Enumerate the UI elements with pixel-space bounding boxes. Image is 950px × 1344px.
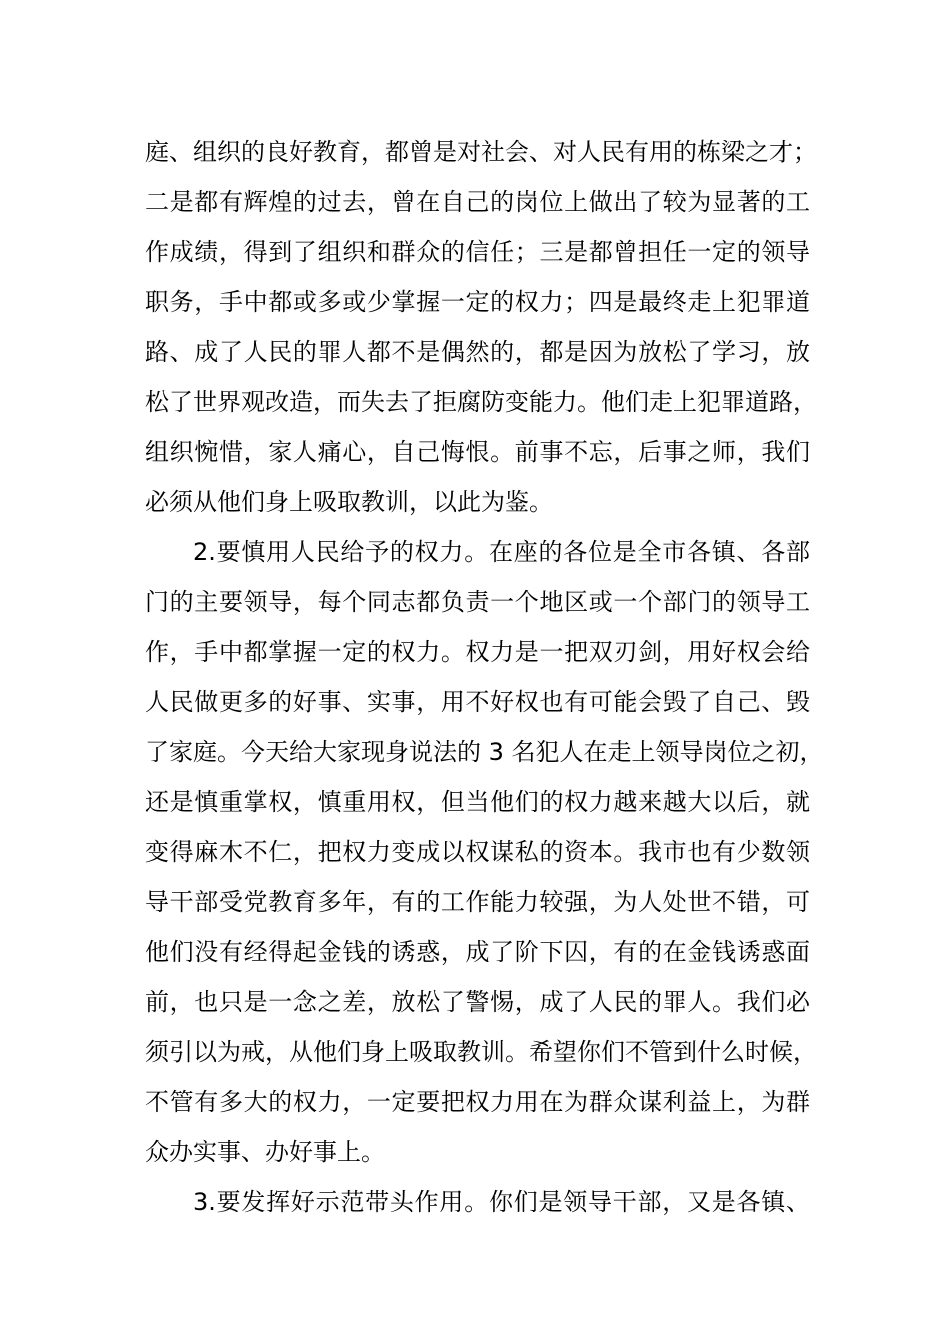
text-line: 作，手中都掌握一定的权力。权力是一把双刃剑，用好权会给 (145, 638, 810, 666)
text-line: 组织惋惜，家人痛心，自己悔恨。前事不忘，后事之师，我们 (145, 438, 810, 466)
paragraph-heading-line: 3.要发挥好示范带头作用。你们是领导干部，又是各镇、 (193, 1188, 810, 1216)
text-line: 职务，手中都或多或少掌握一定的权力；四是最终走上犯罪道 (145, 288, 810, 316)
text-line: 须引以为戒，从他们身上吸取教训。希望你们不管到什么时候， (145, 1038, 817, 1066)
body-text (145, 127, 824, 1227)
text-line: 路、成了人民的罪人都不是偶然的，都是因为放松了学习，放 (145, 338, 810, 366)
text-line: 变得麻木不仁，把权力变成以权谋私的资本。我市也有少数领 (145, 838, 810, 866)
text-line: 门的主要领导，每个同志都负责一个地区或一个部门的领导工 (145, 588, 810, 616)
text-line: 他们没有经得起金钱的诱惑，成了阶下囚，有的在金钱诱惑面 (145, 938, 810, 966)
text-line: 人民做更多的好事、实事，用不好权也有可能会毁了自己、毁 (145, 688, 810, 716)
text-line: 还是慎重掌权，慎重用权，但当他们的权力越来越大以后，就 (145, 788, 810, 816)
text-line: 作成绩，得到了组织和群众的信任；三是都曾担任一定的领导 (145, 238, 810, 266)
text-line: 导干部受党教育多年，有的工作能力较强，为人处世不错，可 (145, 888, 810, 916)
paragraph-heading-line: 2.要慎用人民给予的权力。在座的各位是全市各镇、各部 (193, 538, 810, 566)
text-line: 必须从他们身上吸取教训，以此为鉴。 (145, 488, 553, 516)
text-line: 庭、组织的良好教育，都曾是对社会、对人民有用的栋梁之才； (145, 138, 817, 166)
text-line: 了家庭。今天给大家现身说法的 3 名犯人在走上领导岗位之初， (145, 738, 824, 766)
text-line: 前，也只是一念之差，放松了警惕，成了人民的罪人。我们必 (145, 988, 810, 1016)
text-line: 众办实事、办好事上。 (145, 1138, 385, 1166)
text-line: 不管有多大的权力，一定要把权力用在为群众谋利益上，为群 (145, 1088, 810, 1116)
text-line: 二是都有辉煌的过去，曾在自己的岗位上做出了较为显著的工 (145, 188, 810, 216)
text-line: 松了世界观改造，而失去了拒腐防变能力。他们走上犯罪道路， (145, 388, 817, 416)
